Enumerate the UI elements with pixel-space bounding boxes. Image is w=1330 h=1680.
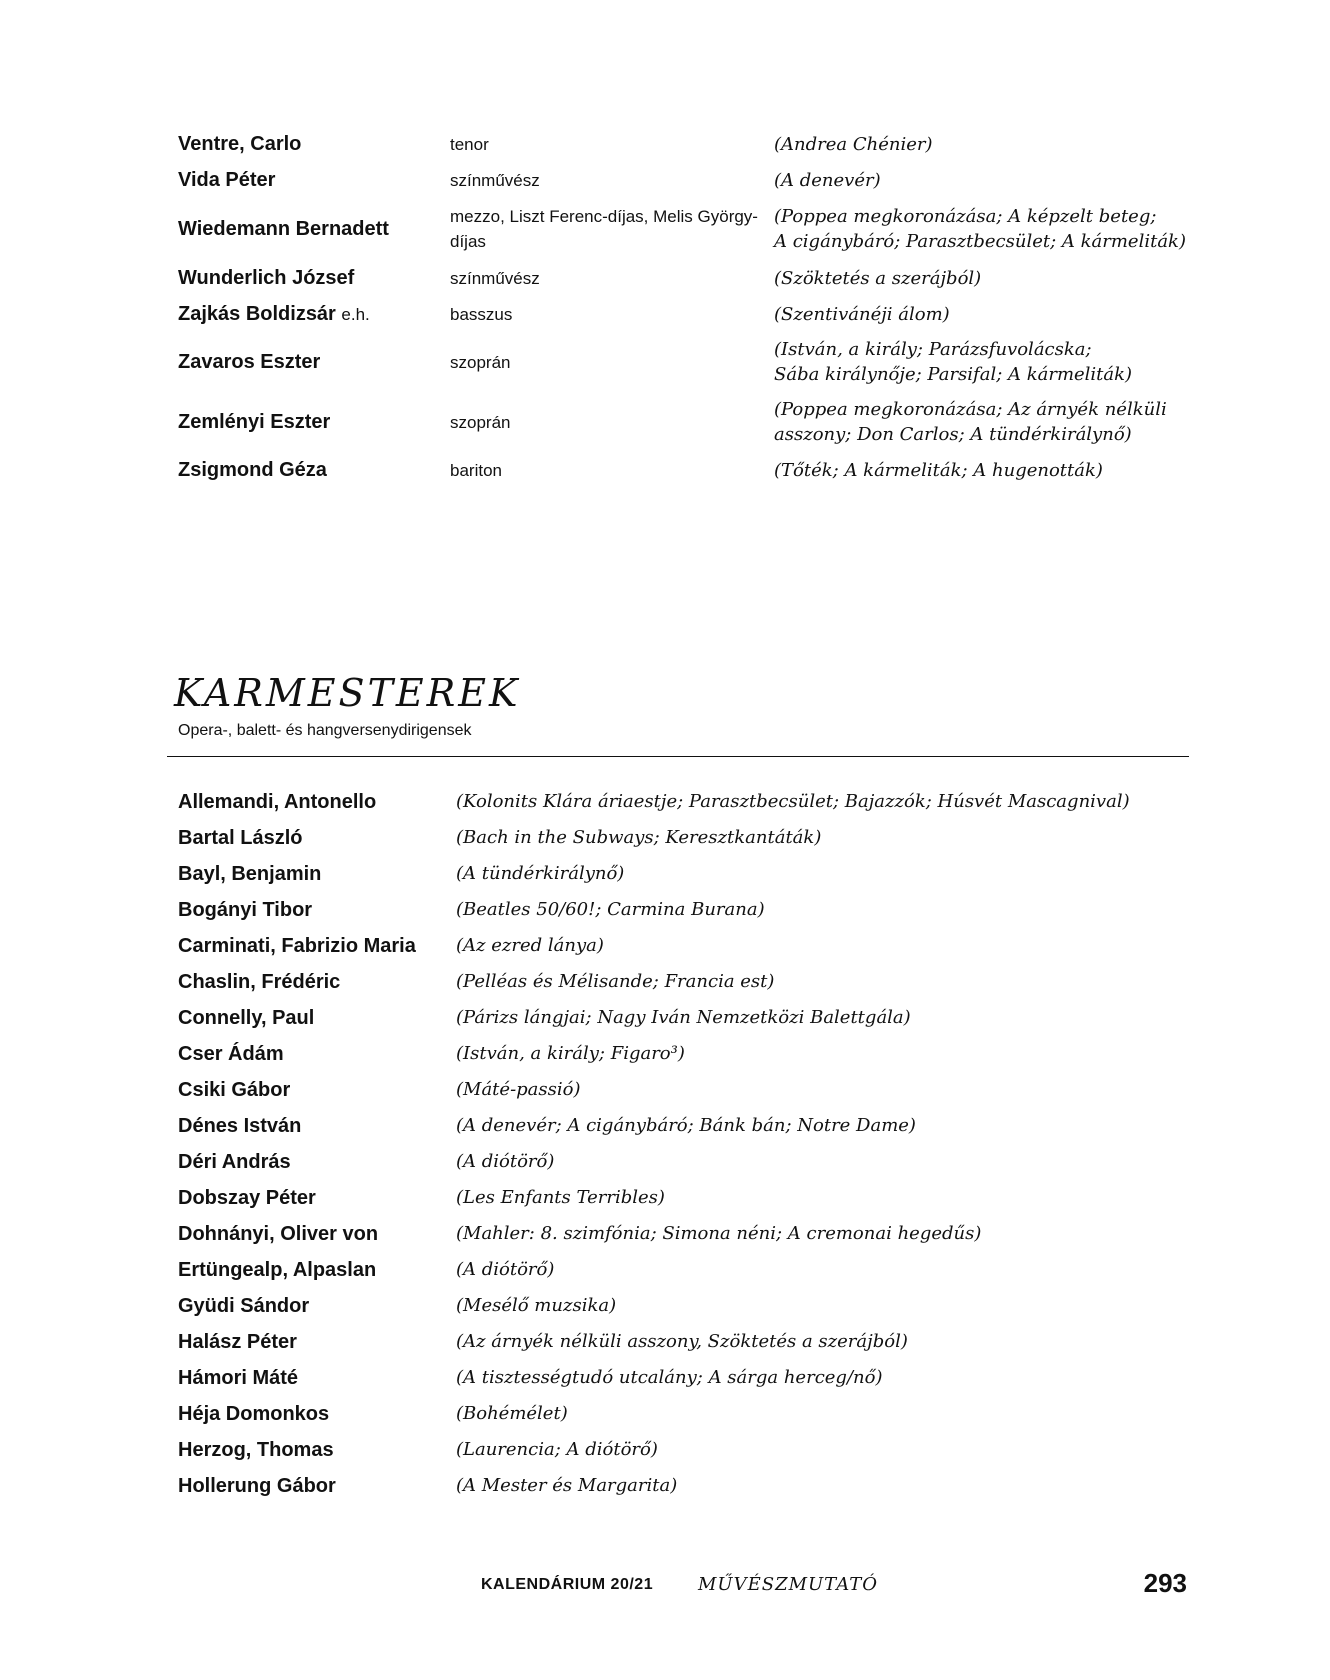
list-item [178, 1000, 1198, 1036]
section-subtitle: Opera-, balett- és hangversenydirigensek [178, 722, 472, 739]
artist-name: Zavaros Eszter [178, 351, 321, 373]
artist-name: Zemlényi Eszter [178, 411, 331, 433]
list-item [178, 1180, 1198, 1216]
conductor-name: Dobszay Péter [178, 1187, 316, 1209]
list-item [178, 1432, 1198, 1468]
artist-name: Ventre, Carlo [178, 133, 302, 155]
list-item [178, 260, 1198, 296]
artist-works: (Tőték; A kármeliták; A hugenották) [774, 459, 1103, 481]
list-item [178, 296, 1198, 332]
conductor-works: (Beatles 50/60!; Carmina Burana) [456, 899, 765, 920]
list-item [178, 1216, 1198, 1252]
artist-name: Zajkás Boldizsár e.h. [178, 302, 370, 325]
list-item [178, 1324, 1198, 1360]
list-item [178, 162, 1198, 198]
section-title: KARMESTEREK [174, 671, 521, 715]
conductor-name: Cser Ádám [178, 1043, 284, 1065]
artist-works: (Szentivánéji álom) [774, 303, 950, 325]
artist-role: basszus [450, 304, 513, 324]
artist-works: (Poppea megkoronázása; A képzelt beteg; A cigánybáró; Parasztbecsület; A kármeliták) [774, 206, 1186, 252]
conductor-works: (A diótörő) [456, 1151, 555, 1172]
conductor-works: (István, a király; Figaro³) [456, 1043, 685, 1064]
conductor-works: (A diótörő) [456, 1259, 555, 1280]
conductor-works: (Laurencia; A diótörő) [456, 1439, 658, 1460]
artist-works: (Poppea megkoronázása; Az árnyék nélküli asszony; Don Carlos; A tündérkirálynő) [774, 399, 1167, 445]
list-item [178, 1360, 1198, 1396]
page-footer [0, 1568, 1330, 1604]
list-item [178, 1396, 1198, 1432]
artist-role: színművész [450, 170, 540, 190]
conductor-works: (A tündérkirálynő) [456, 863, 625, 884]
list-item [178, 332, 1198, 392]
conductor-works: (A tisztességtudó utcalány; A sárga herceg/nő) [456, 1367, 883, 1388]
artist-role: mezzo, Liszt Ferenc-díjas, Melis György-díjas [450, 207, 758, 251]
list-item [178, 392, 1198, 452]
list-item [178, 892, 1198, 928]
list-item [178, 856, 1198, 892]
list-item [178, 126, 1198, 162]
list-item [178, 1252, 1198, 1288]
conductor-works: (Párizs lángjai; Nagy Iván Nemzetközi Balettgála) [456, 1007, 911, 1028]
list-item [178, 1288, 1198, 1324]
list-item [178, 1108, 1198, 1144]
conductor-name: Hollerung Gábor [178, 1475, 336, 1497]
artist-works: (Andrea Chénier) [774, 133, 933, 155]
conductor-works: (Máté-passió) [456, 1079, 581, 1100]
list-item [178, 784, 1198, 820]
list-item [178, 1036, 1198, 1072]
list-item [178, 1144, 1198, 1180]
divider [167, 756, 1189, 757]
artist-name: Wunderlich József [178, 267, 355, 289]
conductor-name: Halász Péter [178, 1331, 297, 1353]
artist-name: Wiedemann Bernadett [178, 218, 389, 240]
conductor-name: Chaslin, Frédéric [178, 971, 341, 993]
conductor-works: (Bach in the Subways; Keresztkantáták) [456, 827, 822, 848]
conductor-works: (Kolonits Klára áriaestje; Parasztbecsület; Bajazzók; Húsvét Mascagnival) [456, 791, 1130, 812]
guest-note: e.h. [341, 304, 370, 324]
page-number: 293 [1143, 1568, 1187, 1598]
conductor-name: Dohnányi, Oliver von [178, 1223, 379, 1245]
conductor-name: Bogányi Tibor [178, 899, 313, 921]
conductor-name: Bartal László [178, 827, 303, 849]
artist-role: bariton [450, 460, 502, 480]
list-item [178, 198, 1198, 260]
list-item [178, 820, 1198, 856]
conductor-name: Csiki Gábor [178, 1079, 291, 1101]
conductor-works: (Mahler: 8. szimfónia; Simona néni; A cremonai hegedűs) [456, 1223, 982, 1244]
artist-role: színművész [450, 268, 540, 288]
conductor-works: (Les Enfants Terribles) [456, 1187, 665, 1208]
list-item [178, 928, 1198, 964]
conductor-name: Déri András [178, 1151, 291, 1173]
conductor-works: (Az árnyék nélküli asszony, Szöktetés a szerájból) [456, 1331, 908, 1352]
conductor-list [178, 784, 1198, 1504]
conductor-works: (A Mester és Margarita) [456, 1475, 678, 1496]
conductor-works: (A denevér; A cigánybáró; Bánk bán; Notre Dame) [456, 1115, 916, 1136]
artist-works: (István, a király; Parázsfuvolácska; Sába királynője; Parsifal; A kármeliták) [774, 339, 1133, 385]
conductor-works: (Pelléas és Mélisande; Francia est) [456, 971, 775, 992]
conductor-name: Gyüdi Sándor [178, 1295, 310, 1317]
conductor-name: Dénes István [178, 1115, 302, 1137]
conductor-name: Allemandi, Antonello [178, 791, 377, 813]
artist-role: szoprán [450, 352, 511, 372]
conductor-name: Bayl, Benjamin [178, 863, 322, 885]
conductor-name: Ertüngealp, Alpaslan [178, 1259, 377, 1281]
list-item [178, 452, 1198, 488]
conductor-name: Carminati, Fabrizio Maria [178, 935, 416, 957]
singer-list [178, 126, 1198, 488]
conductor-works: (Bohémélet) [456, 1403, 568, 1424]
conductor-works: (Mesélő muzsika) [456, 1295, 617, 1316]
footer-section: MŰVÉSZMUTATÓ [698, 1574, 878, 1595]
artist-works: (Szöktetés a szerájból) [774, 267, 982, 289]
conductor-name: Connelly, Paul [178, 1007, 315, 1029]
conductor-name: Herzog, Thomas [178, 1439, 334, 1461]
artist-name: Zsigmond Géza [178, 459, 327, 481]
list-item [178, 964, 1198, 1000]
footer-brand: KALENDÁRIUM 20/21 [481, 1576, 654, 1593]
artist-role: szoprán [450, 412, 511, 432]
list-item [178, 1072, 1198, 1108]
artist-role: tenor [450, 134, 489, 154]
conductor-name: Héja Domonkos [178, 1403, 330, 1425]
artist-works: (A denevér) [774, 169, 881, 191]
artist-name: Vida Péter [178, 169, 276, 191]
list-item [178, 1468, 1198, 1504]
conductor-name: Hámori Máté [178, 1367, 299, 1389]
conductor-works: (Az ezred lánya) [456, 935, 604, 956]
